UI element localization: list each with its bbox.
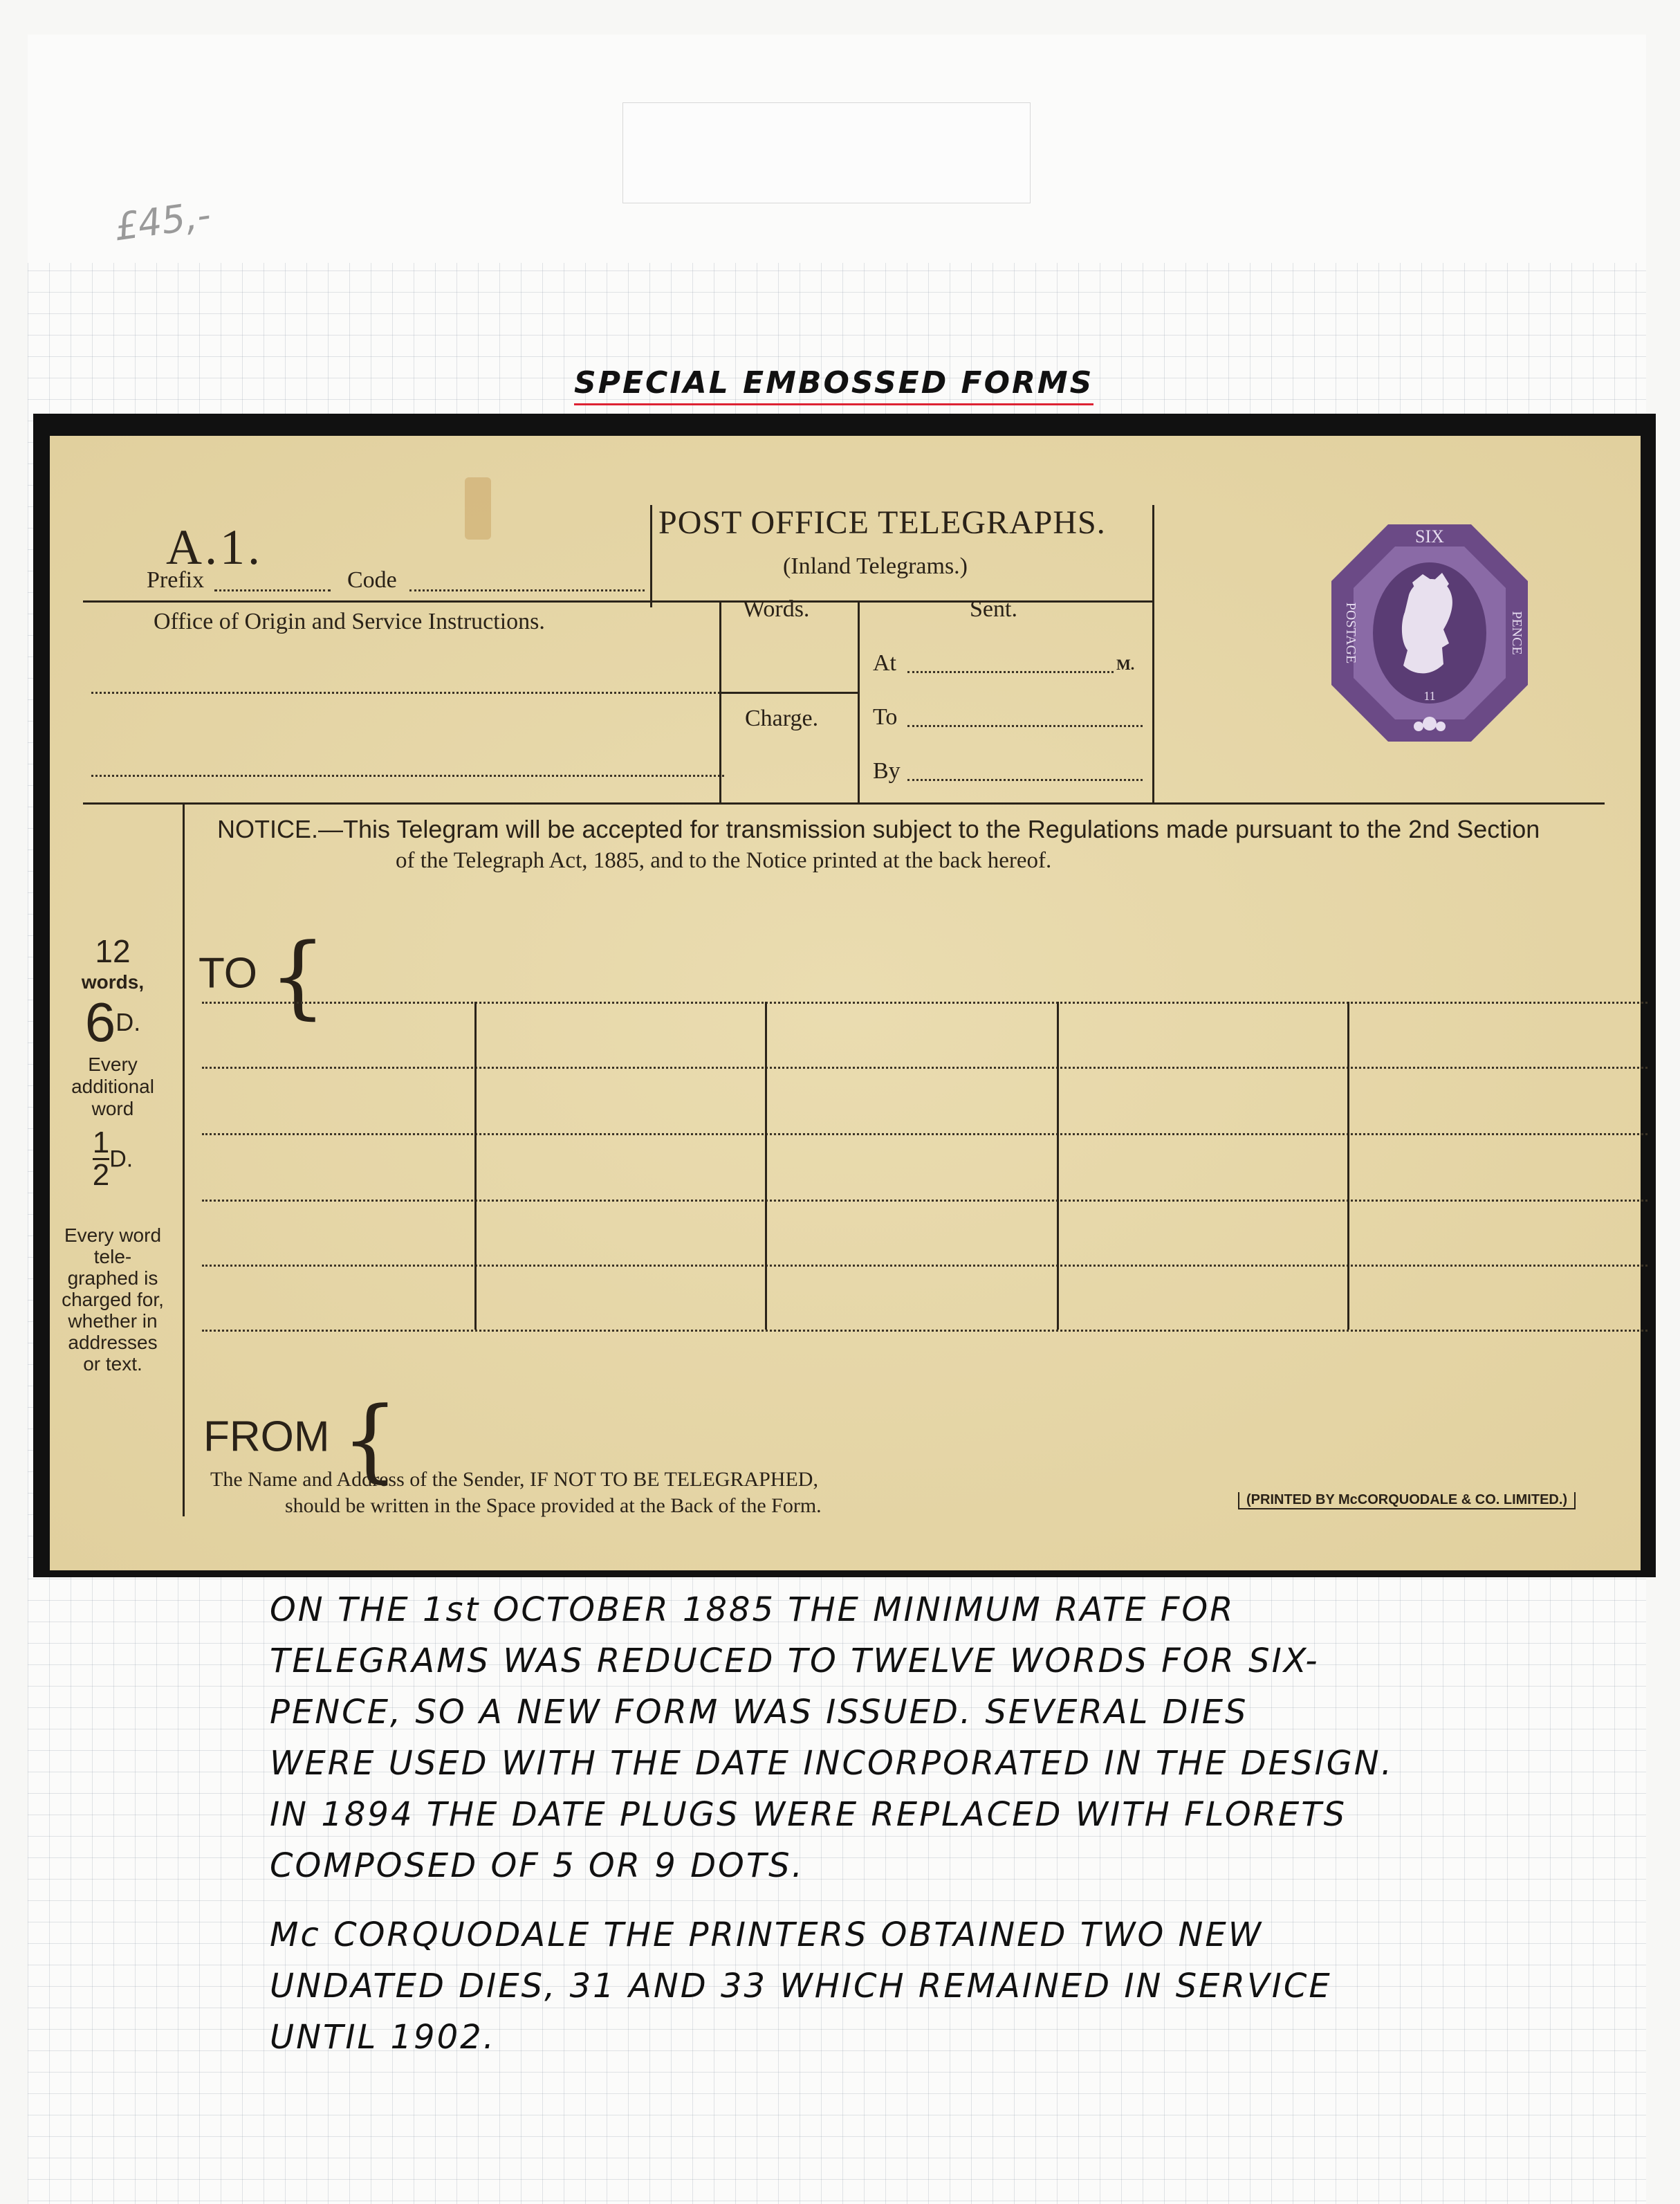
rate-price-value: 6 bbox=[84, 991, 116, 1053]
rate-half-penny bbox=[61, 1128, 165, 1191]
rate-charge-note: Every word tele- graphed is charged for, whether in addresses or text. bbox=[62, 1224, 164, 1375]
notes-line: IN 1894 THE DATE PLUGS WERE REPLACED WITH FLORETS bbox=[270, 1795, 1347, 1834]
title-box-left-border bbox=[650, 505, 652, 607]
message-line-5 bbox=[202, 1265, 1647, 1267]
sent-column-left-border bbox=[858, 602, 860, 802]
to-label-small: To bbox=[873, 704, 898, 730]
form-number: A.1. bbox=[166, 520, 263, 575]
sender-note-line-1: The Name and Address of the Sender, IF NOT TO BE TELEGRAPHED, bbox=[210, 1468, 818, 1491]
rate-every-additional: Every additional word bbox=[71, 1054, 154, 1119]
notice-line-1 bbox=[217, 815, 1540, 844]
age-stain bbox=[465, 477, 491, 540]
at-label: At bbox=[873, 650, 896, 676]
message-line-2 bbox=[202, 1067, 1647, 1069]
notes-line: PENCE, SO A NEW FORM WAS ISSUED. SEVERAL DIES bbox=[270, 1693, 1248, 1732]
notice-line-2: of the Telegraph Act, 1885, and to the Notice printed at the back hereof. bbox=[396, 848, 1052, 873]
notes-paragraph-2 bbox=[270, 1909, 1332, 2063]
notes-line: COMPOSED OF 5 OR 9 DOTS. bbox=[270, 1846, 804, 1885]
message-column-divider-1 bbox=[474, 1002, 477, 1330]
office-of-origin-label: Office of Origin and Service Instructions. bbox=[154, 609, 545, 634]
notes-line: ON THE 1st OCTOBER 1885 THE MINIMUM RATE FOR bbox=[270, 1590, 1235, 1629]
to-brace: { bbox=[269, 924, 326, 1029]
sender-note-line-2: should be written in the Space provided at the Back of the Form. bbox=[285, 1494, 822, 1517]
code-label: Code bbox=[347, 567, 397, 593]
rate-half-denominator: 2 bbox=[92, 1158, 110, 1192]
office-dotted-line-2 bbox=[91, 775, 724, 777]
form-title: POST OFFICE TELEGRAPHS. bbox=[658, 504, 1106, 541]
rate-price-unit: D. bbox=[116, 1008, 141, 1036]
price-note: £45,- bbox=[111, 192, 214, 250]
stamp-left-text: POSTAGE bbox=[1343, 602, 1358, 664]
telegram-form-mount bbox=[33, 414, 1656, 1577]
notes-line: UNTIL 1902. bbox=[270, 2018, 496, 2057]
notes-line: UNDATED DIES, 31 AND 33 WHICH REMAINED IN SERVICE bbox=[270, 1967, 1332, 2005]
rate-words-label: words, bbox=[81, 971, 145, 993]
stamp-top-text: SIX bbox=[1415, 526, 1444, 547]
notice-text: NOTICE.—This Telegram will be accepted for transmission subject to the Regulations made pursuant to the 2nd Section bbox=[217, 815, 1540, 843]
notes-paragraph-1 bbox=[270, 1584, 1394, 1891]
empty-mount-box bbox=[622, 102, 1031, 203]
notes-line: WERE USED WITH THE DATE INCORPORATED IN THE DESIGN. bbox=[270, 1744, 1394, 1783]
form-subtitle: (Inland Telegrams.) bbox=[783, 553, 968, 579]
message-column-divider-4 bbox=[1347, 1002, 1349, 1330]
stamp-die-number: 11 bbox=[1423, 689, 1436, 703]
stamp-right-text: PENCE bbox=[1509, 611, 1524, 655]
at-dotted-line bbox=[907, 671, 1114, 673]
from-big-label: FROM bbox=[203, 1413, 330, 1461]
embossed-stamp-icon bbox=[1326, 519, 1533, 747]
sent-column-right-border bbox=[1152, 602, 1154, 802]
printer-imprint: (PRINTED BY McCORQUODALE & CO. LIMITED.) bbox=[1238, 1492, 1576, 1509]
rate-words-count: 12 bbox=[95, 933, 131, 969]
code-dotted-line bbox=[409, 589, 645, 591]
prefix-dotted-line bbox=[214, 589, 331, 591]
m-label: M. bbox=[1116, 656, 1135, 673]
notes-line: TELEGRAMS WAS REDUCED TO TWELVE WORDS FOR SIX- bbox=[270, 1642, 1320, 1680]
rate-price bbox=[61, 991, 165, 1053]
message-line-6 bbox=[202, 1330, 1647, 1332]
words-label: Words. bbox=[743, 596, 810, 622]
charge-label: Charge. bbox=[745, 706, 819, 731]
message-line-4 bbox=[202, 1200, 1647, 1202]
office-dotted-line-1 bbox=[91, 692, 724, 694]
message-line-3 bbox=[202, 1133, 1647, 1135]
sent-label: Sent. bbox=[970, 596, 1017, 622]
prefix-label: Prefix bbox=[147, 567, 205, 593]
page-heading: SPECIAL EMBOSSED FORMS bbox=[574, 365, 1093, 405]
notice-rule bbox=[83, 802, 1605, 805]
by-dotted-line bbox=[907, 779, 1143, 781]
rate-half-numerator: 1 bbox=[92, 1126, 110, 1159]
from-brace: { bbox=[341, 1387, 399, 1492]
to-big-label: TO bbox=[199, 949, 257, 998]
title-box-right-border bbox=[1152, 505, 1154, 607]
telegram-form-card bbox=[50, 436, 1641, 1570]
by-label: By bbox=[873, 758, 901, 784]
rate-column-border bbox=[183, 804, 185, 1516]
message-line-1 bbox=[202, 1002, 1647, 1004]
rate-half-unit: D. bbox=[109, 1146, 133, 1173]
to-dotted-line bbox=[907, 725, 1143, 727]
message-column-divider-3 bbox=[1057, 1002, 1059, 1330]
notes-line: Mc CORQUODALE THE PRINTERS OBTAINED TWO NEW bbox=[270, 1916, 1264, 1954]
to-address-label bbox=[199, 924, 326, 1029]
words-column-left-border bbox=[719, 602, 721, 802]
words-charge-divider bbox=[719, 692, 859, 694]
message-column-divider-2 bbox=[765, 1002, 767, 1330]
